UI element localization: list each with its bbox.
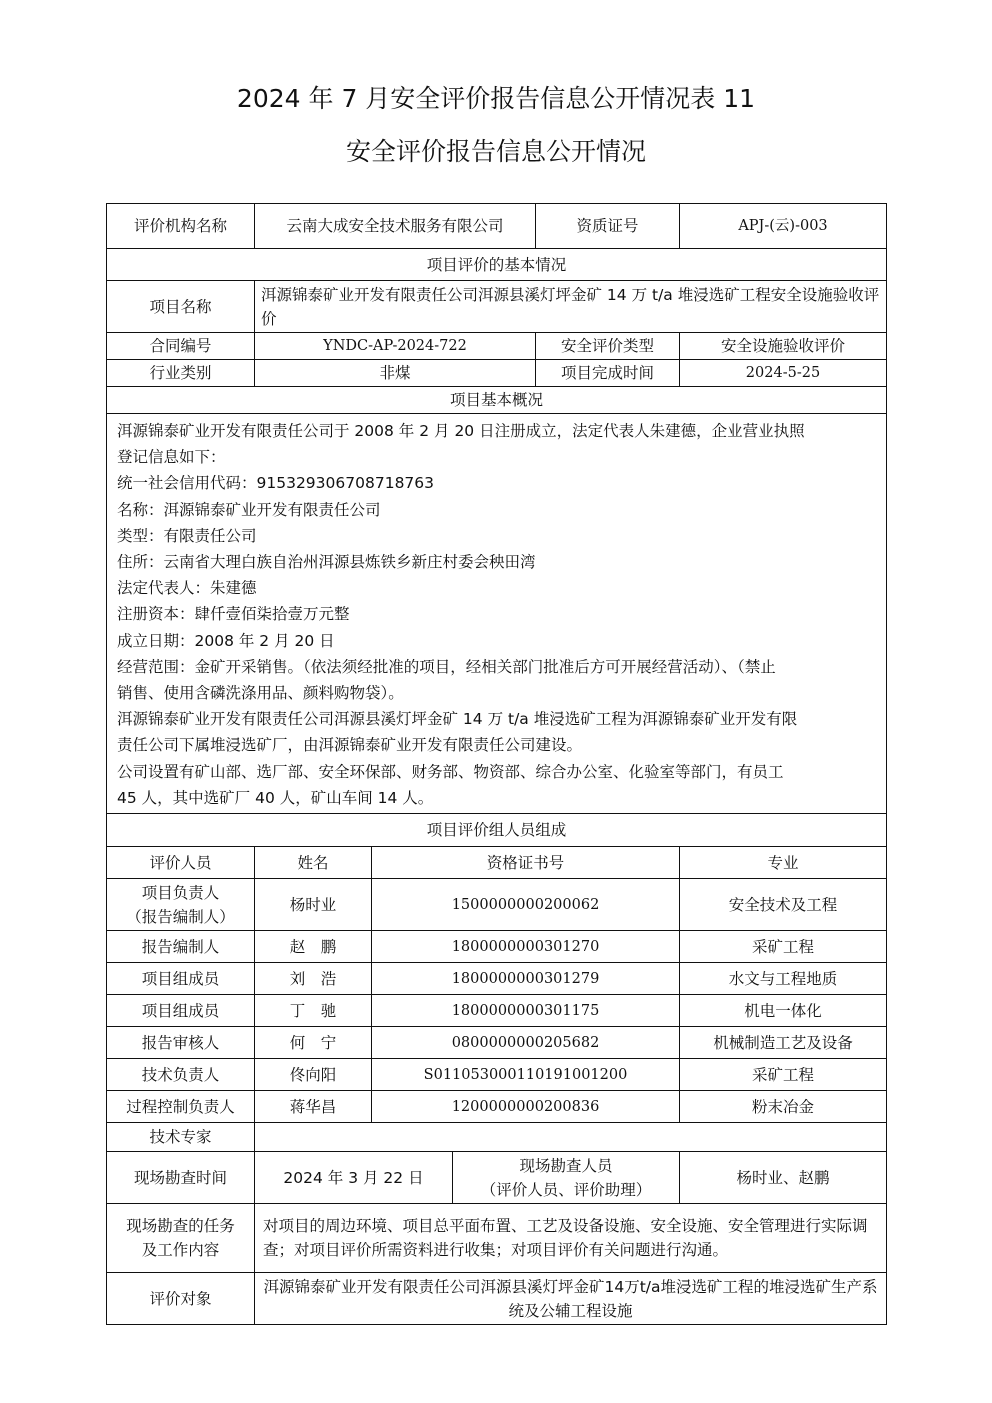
team-section-header: 项目评价组人员组成 (107, 814, 887, 847)
site-staff-label: 现场勘查人员 （评价人员、评价助理） (453, 1152, 680, 1204)
industry-label: 行业类别 (107, 360, 255, 387)
team-name: 丁 驰 (255, 995, 372, 1027)
team-role: 报告审核人 (107, 1027, 255, 1059)
overview-line: 45 人，其中选矿厂 40 人，矿山车间 14 人。 (117, 788, 434, 807)
overview-line: 注册资本：肆仟壹佰柒拾壹万元整 (117, 605, 350, 624)
team-cert: 1500000000200062 (372, 879, 680, 931)
project-name-value: 洱源锦泰矿业开发有限责任公司洱源县溪灯坪金矿 14 万 t/a 堆浸选矿工程安全设施验收评价 (255, 281, 887, 333)
finish-time-value: 2024-5-25 (680, 360, 887, 387)
cert-label: 资质证号 (536, 204, 680, 249)
team-name: 蒋华昌 (255, 1091, 372, 1123)
team-header-row (107, 847, 887, 879)
object-value: 洱源锦泰矿业开发有限责任公司洱源县溪灯坪金矿14万t/a堆浸选矿工程的堆浸选矿生产系统及公辅工程设施 (255, 1273, 887, 1325)
team-cert: 1200000000200836 (372, 1091, 680, 1123)
document-title: 2024 年 7 月安全评价报告信息公开情况表 11 (236, 84, 756, 113)
team-role: 报告编制人 (107, 931, 255, 963)
overview-line: 类型：有限责任公司 (117, 526, 257, 545)
team-row (107, 1027, 887, 1059)
team-major: 水文与工程地质 (680, 963, 887, 995)
team-name: 刘 浩 (255, 963, 372, 995)
team-major: 采矿工程 (680, 1059, 887, 1091)
site-staff-value: 杨时业、赵鹏 (680, 1152, 887, 1204)
team-cert: 1800000000301270 (372, 931, 680, 963)
team-role: 技术负责人 (107, 1059, 255, 1091)
team-name: 佟向阳 (255, 1059, 372, 1091)
site-time-row (107, 1152, 887, 1204)
team-major: 机械制造工艺及设备 (680, 1027, 887, 1059)
site-time-value: 2024 年 3 月 22 日 (255, 1152, 453, 1204)
overview-line: 成立日期：2008 年 2 月 20 日 (117, 631, 335, 650)
team-cert: 1800000000301279 (372, 963, 680, 995)
org-label: 评价机构名称 (107, 204, 255, 249)
eval-type-value: 安全设施验收评价 (680, 333, 887, 360)
document-subtitle: 安全评价报告信息公开情况 (345, 137, 646, 166)
expert-value (255, 1123, 887, 1152)
overview-section-header: 项目基本概况 (107, 387, 887, 414)
team-name: 杨时业 (255, 879, 372, 931)
overview-line: 法定代表人：朱建德 (117, 579, 257, 598)
overview-line: 统一社会信用代码：915329306708718763 (117, 474, 435, 493)
overview-line: 登记信息如下： (117, 448, 226, 467)
cert-value: APJ-(云)-003 (680, 204, 887, 249)
team-cert: S011053000110191001200 (372, 1059, 680, 1091)
overview-line: 公司设置有矿山部、选厂部、安全环保部、财务部、物资部、综合办公室、化验室等部门，有员工 (117, 762, 784, 781)
team-row (107, 879, 887, 931)
site-task-value: 对项目的周边环境、项目总平面布置、工艺及设备设施、安全设施、安全管理进行实际调查；对项目评价所需资料进行收集；对项目评价有关问题进行沟通。 (255, 1204, 887, 1273)
overview-line: 名称：洱源锦泰矿业开发有限责任公司 (117, 500, 381, 519)
team-row (107, 963, 887, 995)
finish-time-label: 项目完成时间 (536, 360, 680, 387)
team-role: 项目组成员 (107, 963, 255, 995)
site-task-row (107, 1204, 887, 1273)
contract-label: 合同编号 (107, 333, 255, 360)
team-role: 项目组成员 (107, 995, 255, 1027)
overview-line: 洱源锦泰矿业开发有限责任公司于 2008 年 2 月 20 日注册成立，法定代表人朱建德，企业营业执照 (117, 422, 805, 440)
team-cert: 1800000000301175 (372, 995, 680, 1027)
overview-line: 住所：云南省大理白族自治州洱源县炼铁乡新庄村委会秧田湾 (117, 553, 536, 572)
overview-line: 洱源锦泰矿业开发有限责任公司洱源县溪灯坪金矿 14 万 t/a 堆浸选矿工程为洱源锦泰矿业开发有限 (117, 710, 798, 729)
object-row (107, 1273, 887, 1325)
contract-value: YNDC-AP-2024-722 (255, 333, 536, 360)
team-name: 赵 鹏 (255, 931, 372, 963)
expert-label: 技术专家 (107, 1123, 255, 1152)
overview-line: 责任公司下属堆浸选矿厂，由洱源锦泰矿业开发有限责任公司建设。 (117, 736, 583, 755)
team-row (107, 1091, 887, 1123)
basic-section-header: 项目评价的基本情况 (107, 249, 887, 281)
team-role: 项目负责人 （报告编制人） (107, 879, 255, 931)
team-major: 安全技术及工程 (680, 879, 887, 931)
team-major: 机电一体化 (680, 995, 887, 1027)
overview-line: 销售、使用含磷洗涤用品、颜料购物袋）。 (117, 684, 404, 703)
team-col-major: 专业 (680, 847, 887, 879)
overview-line: 经营范围：金矿开采销售。（依法须经批准的项目，经相关部门批准后方可开展经营活动）、（禁止 (117, 657, 776, 676)
info-table (106, 203, 887, 1325)
industry-value: 非煤 (255, 360, 536, 387)
team-col-name: 姓名 (255, 847, 372, 879)
expert-row (107, 1123, 887, 1152)
eval-type-label: 安全评价类型 (536, 333, 680, 360)
overview-body (107, 414, 887, 814)
team-role: 过程控制负责人 (107, 1091, 255, 1123)
team-name: 何 宁 (255, 1027, 372, 1059)
site-time-label: 现场勘查时间 (107, 1152, 255, 1204)
org-row (107, 204, 887, 249)
team-major: 采矿工程 (680, 931, 887, 963)
team-row (107, 931, 887, 963)
team-col-role: 评价人员 (107, 847, 255, 879)
team-major: 粉末冶金 (680, 1091, 887, 1123)
team-row (107, 1059, 887, 1091)
team-cert: 0800000000205682 (372, 1027, 680, 1059)
org-value: 云南大成安全技术服务有限公司 (255, 204, 536, 249)
object-label: 评价对象 (107, 1273, 255, 1325)
site-task-label: 现场勘查的任务 及工作内容 (107, 1204, 255, 1273)
team-col-cert: 资格证书号 (372, 847, 680, 879)
team-row (107, 995, 887, 1027)
project-name-label: 项目名称 (107, 281, 255, 333)
